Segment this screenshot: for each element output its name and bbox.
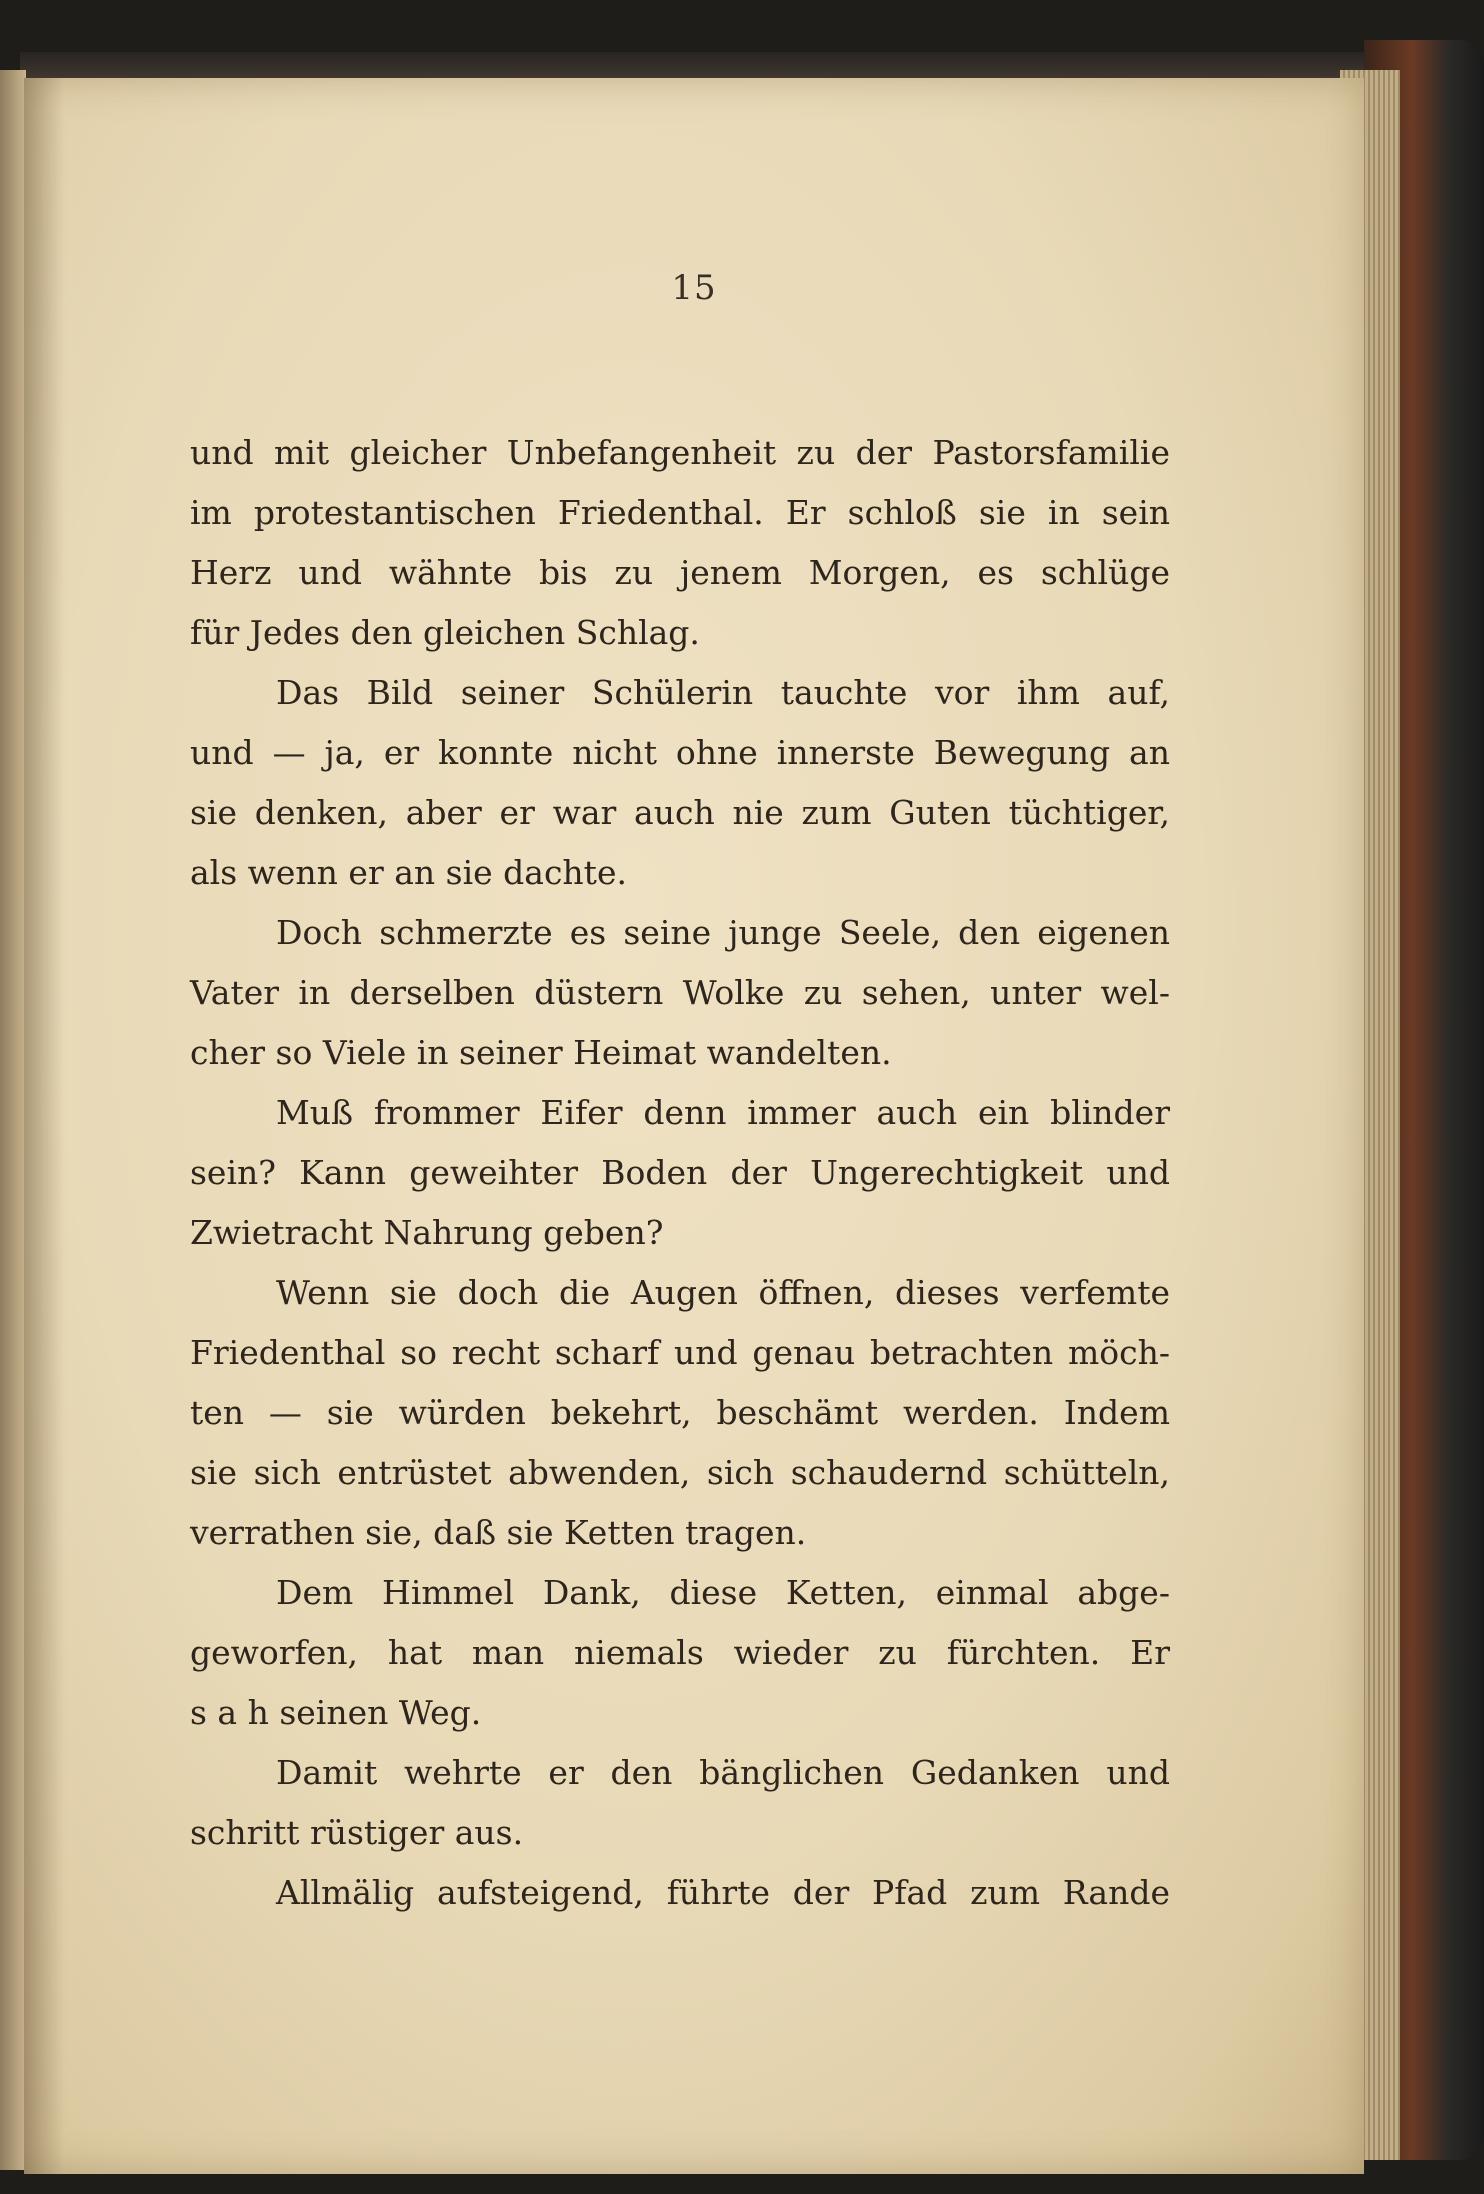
text-line: Muß frommer Eifer denn immer auch ein blinder — [276, 1093, 1170, 1132]
text-line: sie denken, aber er war auch nie zum Guten tüchtiger, — [190, 793, 1170, 832]
text-line: s a h seinen Weg. — [190, 1693, 482, 1732]
text-line: Doch schmerzte es seine junge Seele, den eigenen — [276, 913, 1170, 952]
text-line: Herz und wähnte bis zu jenem Morgen, es schlüge — [190, 553, 1170, 592]
text-line: und — ja, er konnte nicht ohne innerste Bewegung an — [190, 733, 1170, 772]
book-page — [24, 78, 1364, 2174]
text-line: Dem Himmel Dank, diese Ketten, einmal abge- — [276, 1573, 1170, 1612]
text-line: verrathen sie, daß sie Ketten tragen. — [190, 1513, 807, 1552]
text-line: sie sich entrüstet abwenden, sich schaudernd schütteln, — [190, 1453, 1170, 1492]
text-line: Zwietracht Nahrung geben? — [190, 1213, 664, 1252]
text-line: cher so Viele in seiner Heimat wandelten. — [190, 1033, 892, 1072]
text-line: Wenn sie doch die Augen öffnen, dieses verfemte — [276, 1273, 1170, 1312]
text-line: für Jedes den gleichen Schlag. — [190, 613, 700, 652]
text-line: Vater in derselben düstern Wolke zu sehen, unter wel- — [190, 973, 1170, 1012]
text-line: Friedenthal so recht scharf und genau betrachten möch- — [190, 1333, 1170, 1372]
text-line: sein? Kann geweihter Boden der Ungerechtigkeit und — [190, 1153, 1170, 1192]
left-page-edge — [0, 70, 26, 2170]
page-gutter — [24, 78, 64, 2174]
text-line: und mit gleicher Unbefangenheit zu der Pastorsfamilie — [190, 433, 1170, 472]
text-line: geworfen, hat man niemals wieder zu fürchten. Er — [190, 1633, 1170, 1672]
text-line: Allmälig aufsteigend, führte der Pfad zum Rande — [276, 1873, 1170, 1912]
text-line: als wenn er an sie dachte. — [190, 853, 627, 892]
text-line: Das Bild seiner Schülerin tauchte vor ihm auf, — [276, 673, 1170, 712]
body-text — [190, 423, 1170, 1923]
text-line: im protestantischen Friedenthal. Er schloß sie in sein — [190, 493, 1170, 532]
text-line: Damit wehrte er den bänglichen Gedanken und — [276, 1753, 1170, 1792]
text-line: ten — sie würden bekehrt, beschämt werden. Indem — [190, 1393, 1170, 1432]
text-line: schritt rüstiger aus. — [190, 1813, 524, 1852]
page-number: 15 — [671, 268, 717, 308]
